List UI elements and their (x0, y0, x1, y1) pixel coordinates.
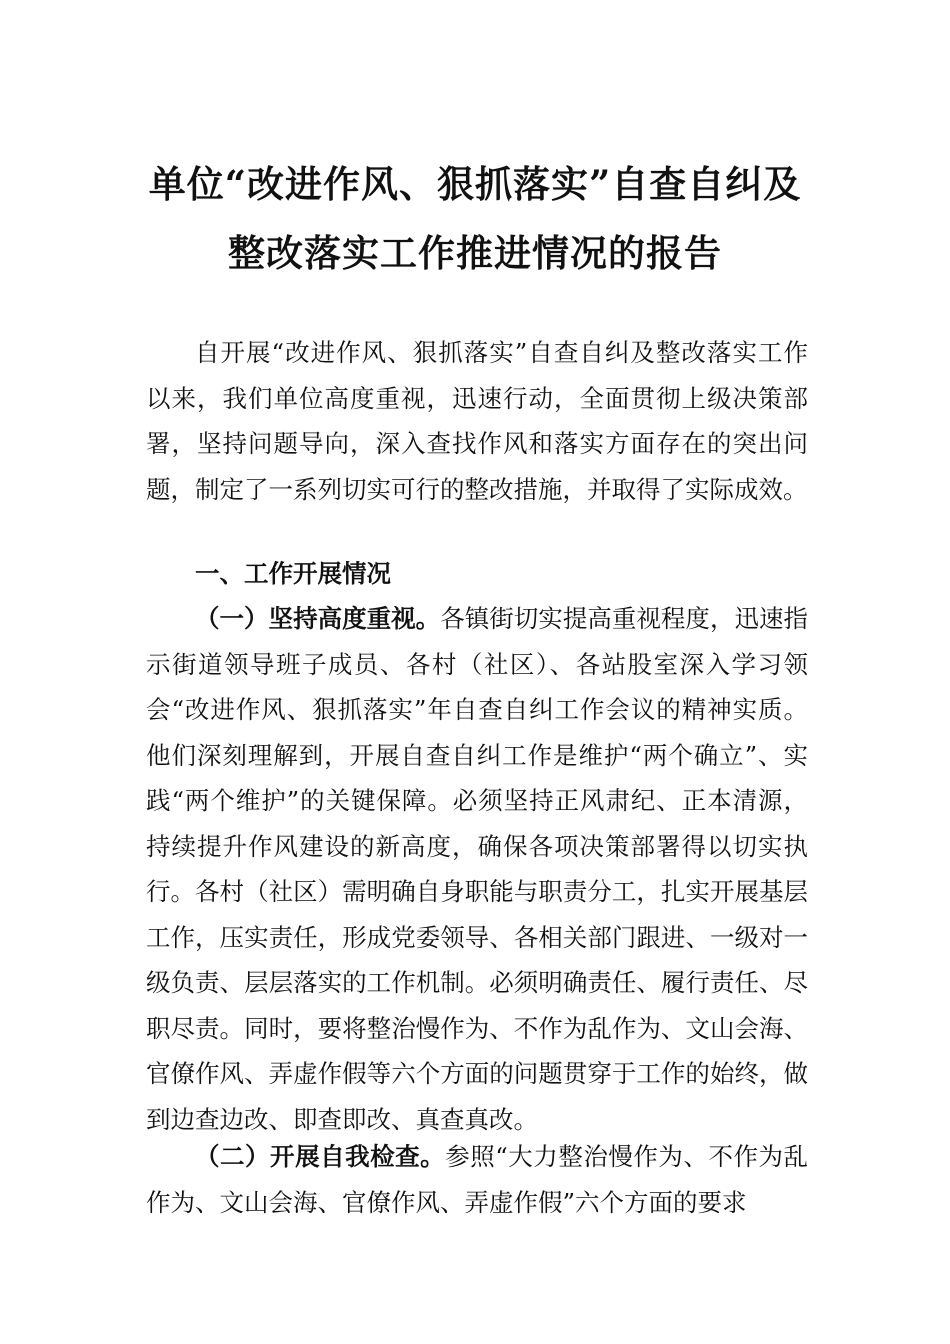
section-heading-work-progress: 一、工作开展情况 (195, 559, 391, 588)
intro-text: 自开展“改进作风、狠抓落实”自查自纠及整改落实工作以来，我们单位高度重视，迅速行动，全面贯彻上级决策部署，坚持问题导向，深入查找作风和落实方面存在的突出问题，制定了一系列切实可行的整改措施，并取得了实际成效。 (146, 338, 808, 504)
intro-paragraph (146, 330, 808, 512)
document-title-line-2: 整改落实工作推进情况的报告 (228, 231, 722, 275)
item-2-heading: （二）开展自我检查。 (195, 1142, 446, 1171)
item-2-body: 参照“大力整治慢作为、不作为乱作为、文山会海、官僚作风、弄虚作假”六个方面的要求 (146, 1142, 809, 1217)
document-title-line-1: 单位“改进作风、狠抓落实”自查自纠及 (148, 162, 802, 206)
item-1-body: 各镇街切实提高重视程度，迅速指示街道领导班子成员、各村（社区）、各站股室深入学习领会“改进作风、狠抓落实”年自查自纠工作会议的精神实质。他们深刻理解到，开展自查自纠工作是维护“两个确立”、实践“两个维护”的关键保障。必须坚持正风肃纪、正本清源，持续提升作风建设的新高度，确保各项决策部署得以切实执行。各村（社区）需明确自身职能与职责分工，扎实开展基层工作，压实责任，形成党委领导、各相关部门跟进、一级对一级负责、层层落实的工作机制。必须明确责任、履行责任、尽职尽责。同时，要将整治慢作为、不作为乱作为、文山会海、官僚作风、弄虚作假等六个方面的问题贯穿于工作的始终，做到边查边改、即查即改、真查真改。 (146, 604, 809, 1134)
item-2-text (146, 1134, 808, 1225)
item-2-paragraph (146, 1134, 808, 1225)
item-1-paragraph (146, 596, 808, 1142)
item-1-text (146, 596, 808, 1142)
item-1-heading: （一）坚持高度重视。 (195, 604, 441, 633)
